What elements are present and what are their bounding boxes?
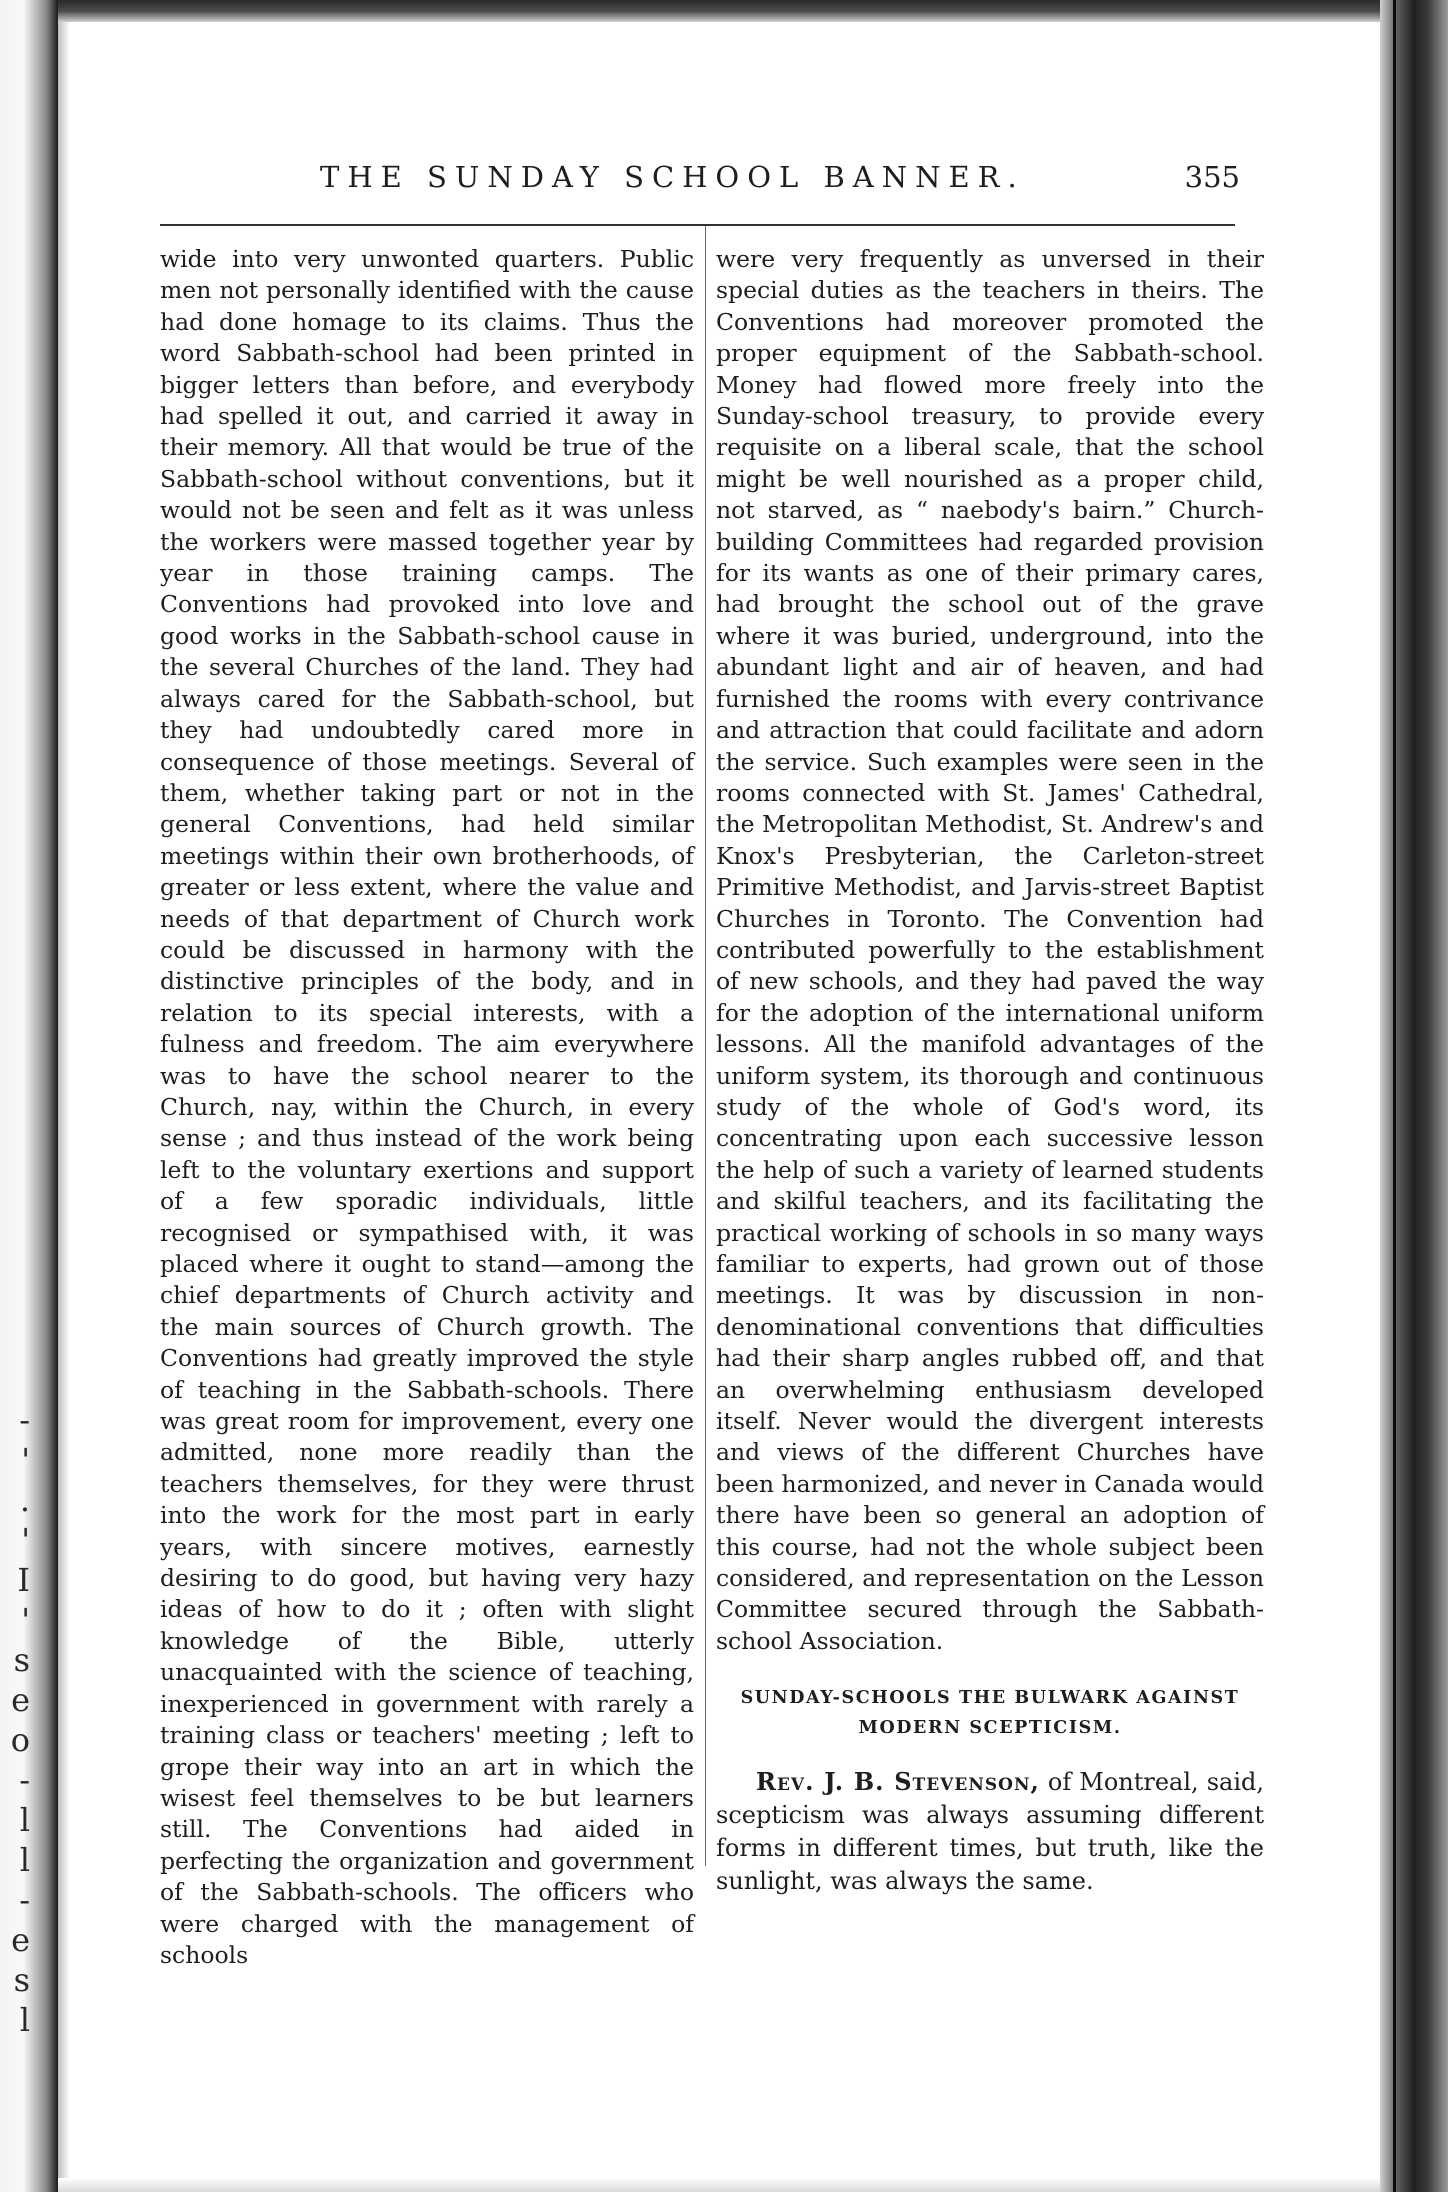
column-divider xyxy=(705,226,706,1866)
section-heading-line-1: SUNDAY-SCHOOLS THE BULWARK AGAINST xyxy=(740,1688,1240,1709)
left-column-text: wide into very unwonted quarters. Public men not personally identified with the cause had done homage to its claims. Thus the word Sabbath-school had been printed in bigger letters than before, and everybody had spelled it out, and carried it away in their memory. All that would be true of the Sabbath-school without conventions, but it would not be seen and felt as it was unless the workers were massed together year by year in those training camps. The Conventions had provoked into love and good works in the Sabbath-school cause in the several Churches of the land. They had always cared for the Sabbath-school, but they had undoubtedly cared more in consequence of those meetings. Several of them, whether taking part or not in the general Conventions, had held similar meetings within their own brotherhoods, of greater or less extent, where the value and needs of that department of Church work could be discussed in harmony with the distinctive principles of the body, and in relation to its special interests, with a fulness and freedom. The aim everywhere was to have the school nearer to the Church, nay, within the Church, in every sense ; and thus instead of the work being left to the voluntary exertions and support of a few sporadic individuals, little recognised or sympathised with, it was placed where it ought to stand—among the chief departments of Church activity and the main sources of Church growth. The Conventions had greatly improved the style of teaching in the Sabbath-schools. There was great room for improvement, every one admitted, none more readily than the teachers themselves, for they were thrust into the work for the most part in early years, with sincere motives, earnestly desiring to do good, but having very hazy ideas of how to do it ; often with slight knowledge of the Bible, utterly unacquainted with the science of teaching, inexperienced in government with rarely a training class or teachers' meeting ; left to grope their way into an art in which the wisest feel themselves to be but learners still. The Conventions had aided in perfecting the organization and government of the Sabbath-schools. The officers who were charged with the management of schools xyxy=(160,245,694,1969)
left-column xyxy=(160,244,694,1971)
page-number: 355 xyxy=(1184,160,1240,194)
scan-right-edge xyxy=(1380,0,1448,2192)
bleed-char: ' xyxy=(21,1441,30,1479)
speech-paragraph xyxy=(716,1765,1264,1898)
bleed-char: l xyxy=(19,1801,30,1839)
margin-bleed-through xyxy=(0,1400,30,2040)
speaker-name: Rev. J. B. Stevenson, xyxy=(756,1767,1040,1797)
right-column-text: were very frequently as unversed in their special duties as the teachers in theirs. The Conventions had moreover promoted the proper equipment of the Sabbath-school. Money had flowed more freely into the Sunday-school treasury, to provide every requisite on a liberal scale, that the school might be well nourished as a proper child, not starved, as “ naebody's bairn.” Church-building Committees had regarded provision for its wants as one of their primary cares, had brought the school out of the grave where it was buried, underground, into the abundant light and air of heaven, and had furnished the rooms with every contrivance and attraction that could facilitate and adorn the service. Such examples were seen in the rooms connected with St. James' Cathedral, the Metropolitan Methodist, St. Andrew's and Knox's Presbyterian, the Carleton-street Primitive Methodist, and Jarvis-street Baptist Churches in Toronto. The Convention had contributed powerfully to the establishment of new schools, and they had paved the way for the adoption of the international uniform lessons. All the manifold advantages of the uniform system, its thorough and continuous study of the whole of God's word, its concentrating upon each successive lesson the help of such a variety of learned students and skilful teachers, and its facilitating the practical working of schools in so many ways familiar to experts, had grown out of those meetings. It was by discussion in non-denominational conventions that difficulties had their sharp angles rubbed off, and that an overwhelming enthusiasm developed itself. Never would the divergent interests and views of the different Churches have been harmonized, and never in Canada would there have been so general an adoption of this course, had not the whole subject been considered, and representation on the Lesson Committee secured through the Sabbath-school Association. xyxy=(716,245,1264,1655)
bleed-char: o xyxy=(10,1721,30,1759)
section-heading-line-2: MODERN SCEPTICISM. xyxy=(858,1718,1122,1739)
running-title: THE SUNDAY SCHOOL BANNER. xyxy=(320,160,1025,194)
scan-bottom-edge xyxy=(58,2178,1380,2192)
page-header xyxy=(160,160,1240,208)
bleed-char: s xyxy=(13,1961,30,1999)
bleed-char: - xyxy=(19,1881,30,1919)
bleed-char: I xyxy=(17,1561,30,1599)
right-column xyxy=(716,244,1264,1898)
speech-text: of Montreal, said, scepticism was always assuming different forms in different times, but truth, like the sunlight, was always the same. xyxy=(716,1768,1264,1896)
bleed-char: e xyxy=(11,1921,30,1959)
header-rule xyxy=(160,224,1235,226)
section-heading xyxy=(716,1683,1264,1743)
bleed-char: ' xyxy=(21,1521,30,1559)
page-gutter-shadow xyxy=(58,22,70,2192)
scan-right-binding-line xyxy=(1393,0,1396,2192)
bleed-char: l xyxy=(19,2001,30,2039)
bleed-char: . xyxy=(19,1481,30,1519)
bleed-char: - xyxy=(19,1761,30,1799)
bleed-char: s xyxy=(13,1641,30,1679)
bleed-char: - xyxy=(19,1401,30,1439)
bleed-char: ' xyxy=(21,1601,30,1639)
bleed-char: l xyxy=(19,1841,30,1879)
bleed-char: e xyxy=(11,1681,30,1719)
scan-top-edge xyxy=(0,0,1448,22)
